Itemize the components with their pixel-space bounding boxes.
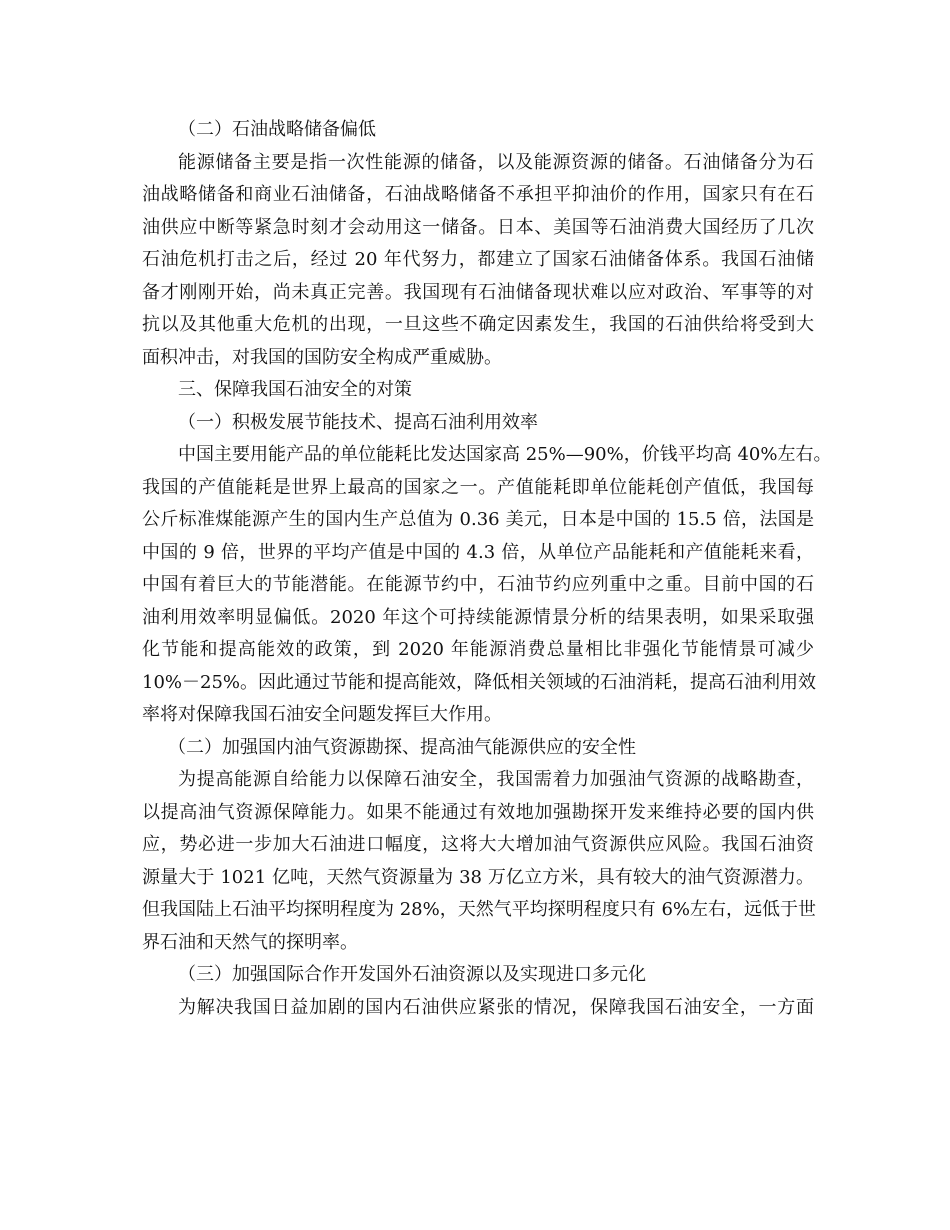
text-line: 抗以及其他重大危机的出现，一旦这些不确定因素发生，我国的石油供给将受到大	[142, 314, 814, 335]
section-heading: （二）加强国内油气资源勘探、提高油气能源供应的安全性	[168, 736, 636, 758]
text-line: 以提高油气资源保障能力。如果不能通过有效地加强勘探开发来维持必要的国内供	[142, 801, 814, 823]
section-heading: （一）积极发展节能技术、提高石油利用效率	[178, 411, 538, 433]
text-line: 中国有着巨大的节能潜能。在能源节约中，石油节约应列重中之重。目前中国的石	[142, 574, 814, 595]
text-line: 油供应中断等紧急时刻才会动用这一储备。日本、美国等石油消费大国经历了几次	[142, 216, 814, 238]
section-heading: （二）石油战略储备偏低	[178, 119, 376, 140]
text-line: 能源储备主要是指一次性能源的储备，以及能源资源的储备。石油储备分为石	[178, 151, 814, 173]
text-line: 中国的 9 倍，世界的平均产值是中国的 4.3 倍，从单位产品能耗和产值能耗来看，	[142, 541, 814, 563]
text-line: 应，势必进一步加大石油进口幅度，这将大大增加油气资源供应风险。我国石油资	[142, 834, 814, 855]
text-line: 为解决我国日益加剧的国内石油供应紧张的情况，保障我国石油安全，一方面	[178, 996, 814, 1018]
text-line: 公斤标准煤能源产生的国内生产总值为 0.36 美元，日本是中国的 15.5 倍，法国是	[142, 509, 814, 530]
section-heading: 三、保障我国石油安全的对策	[178, 379, 412, 400]
text-line: 界石油和天然气的探明率。	[142, 931, 358, 953]
text-line: 化节能和提高能效的政策，到 2020 年能源消费总量相比非强化节能情景可减少	[142, 639, 814, 660]
document-body	[142, 114, 832, 1024]
text-line: 率将对保障我国石油安全问题发挥巨大作用。	[142, 704, 502, 725]
text-line: 10%－25%。因此通过节能和提高能效，降低相关领域的石油消耗，提高石油利用效	[142, 671, 817, 693]
text-line: 石油危机打击之后，经过 20 年代努力，都建立了国家石油储备体系。我国石油储	[142, 249, 814, 270]
text-line: 我国的产值能耗是世界上最高的国家之一。产值能耗即单位能耗创产值低，我国每	[142, 476, 814, 498]
text-line: 备才刚刚开始，尚未真正完善。我国现有石油储备现状难以应对政治、军事等的对	[142, 281, 814, 303]
text-line: 中国主要用能产品的单位能耗比发达国家高 25%—90%，价钱平均高 40%左右。	[178, 444, 832, 465]
text-line: 油利用效率明显偏低。2020 年这个可持续能源情景分析的结果表明，如果采取强	[142, 606, 814, 628]
text-line: 源量大于 1021 亿吨，天然气资源量为 38 万亿立方米，具有较大的油气资源潜力。	[142, 866, 814, 888]
section-heading: （三）加强国际合作开发国外石油资源以及实现进口多元化	[178, 964, 646, 985]
text-line: 面积冲击，对我国的国防安全构成严重威胁。	[142, 346, 502, 368]
text-line: 但我国陆上石油平均探明程度为 28%，天然气平均探明程度只有 6%左右，远低于世	[142, 899, 817, 920]
text-line: 为提高能源自给能力以保障石油安全，我国需着力加强油气资源的战略勘查，	[178, 769, 814, 790]
text-line: 油战略储备和商业石油储备，石油战略储备不承担平抑油价的作用，国家只有在石	[142, 184, 814, 205]
